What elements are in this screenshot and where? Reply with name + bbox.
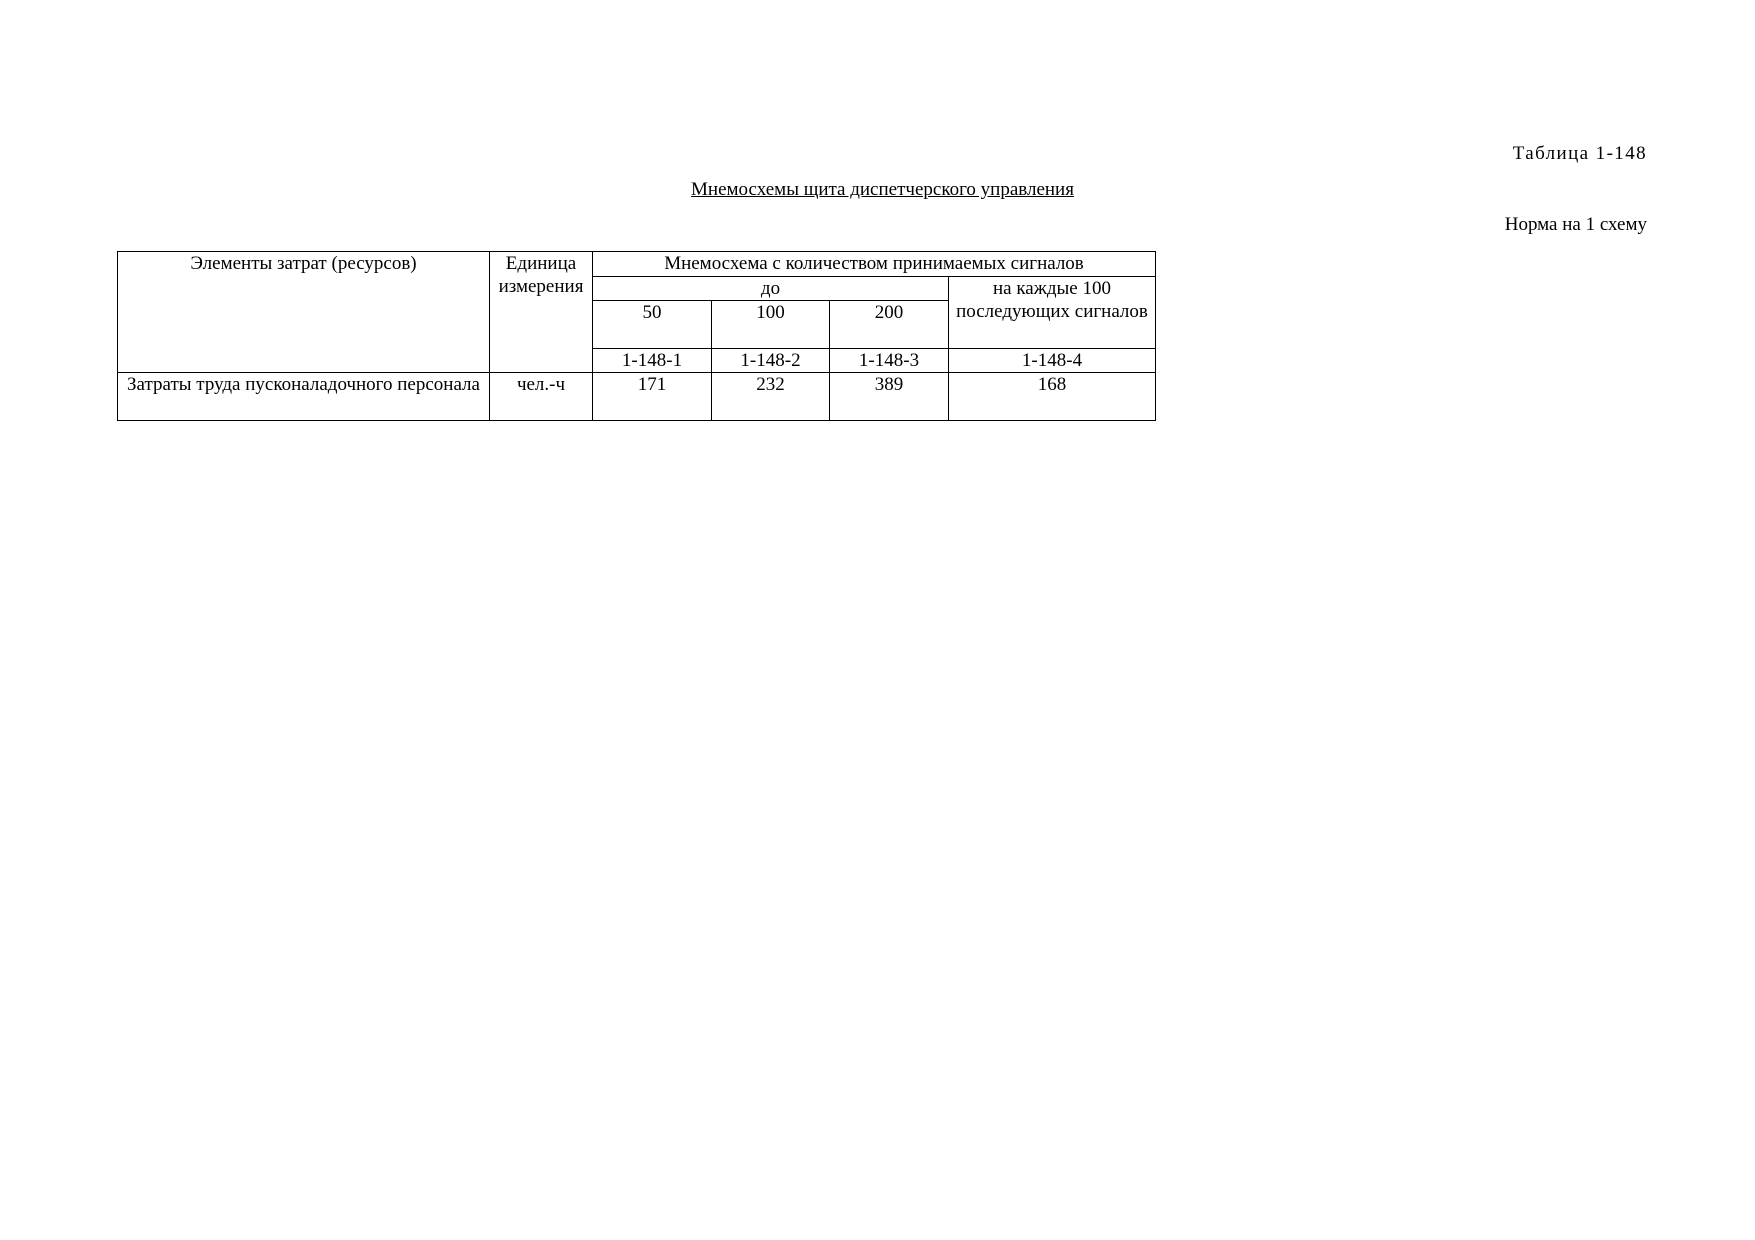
up-to-header: до <box>593 277 949 301</box>
row-label: Затраты труда пусконаладочного персонала <box>118 373 490 421</box>
per-each-100-header: на каждые 100 последующих сигналов <box>949 277 1156 349</box>
header-row-group <box>118 252 1156 277</box>
document-title: Мнемосхемы щита диспетчерского управления <box>691 179 1074 200</box>
code-cell: 1-148-3 <box>830 349 949 373</box>
norm-unit-caption: Норма на 1 схему <box>1504 214 1647 235</box>
value-cell: 168 <box>949 373 1156 421</box>
code-cell: 1-148-2 <box>712 349 830 373</box>
quantity-header: 200 <box>830 301 949 349</box>
value-cell: 389 <box>830 373 949 421</box>
code-cell: 1-148-4 <box>949 349 1156 373</box>
row-unit: чел.-ч <box>490 373 593 421</box>
resource-elements-header: Элементы затрат (ресурсов) <box>118 252 490 373</box>
table-row <box>118 373 1156 421</box>
value-cell: 232 <box>712 373 830 421</box>
value-cell: 171 <box>593 373 712 421</box>
signals-group-header: Мнемосхема с количеством принимаемых сигналов <box>593 252 1156 277</box>
table-number: Таблица 1-148 <box>1512 143 1647 164</box>
quantity-header: 50 <box>593 301 712 349</box>
code-cell: 1-148-1 <box>593 349 712 373</box>
quantity-header: 100 <box>712 301 830 349</box>
norms-table <box>117 251 1156 421</box>
unit-of-measure-header: Единица измерения <box>490 252 593 373</box>
